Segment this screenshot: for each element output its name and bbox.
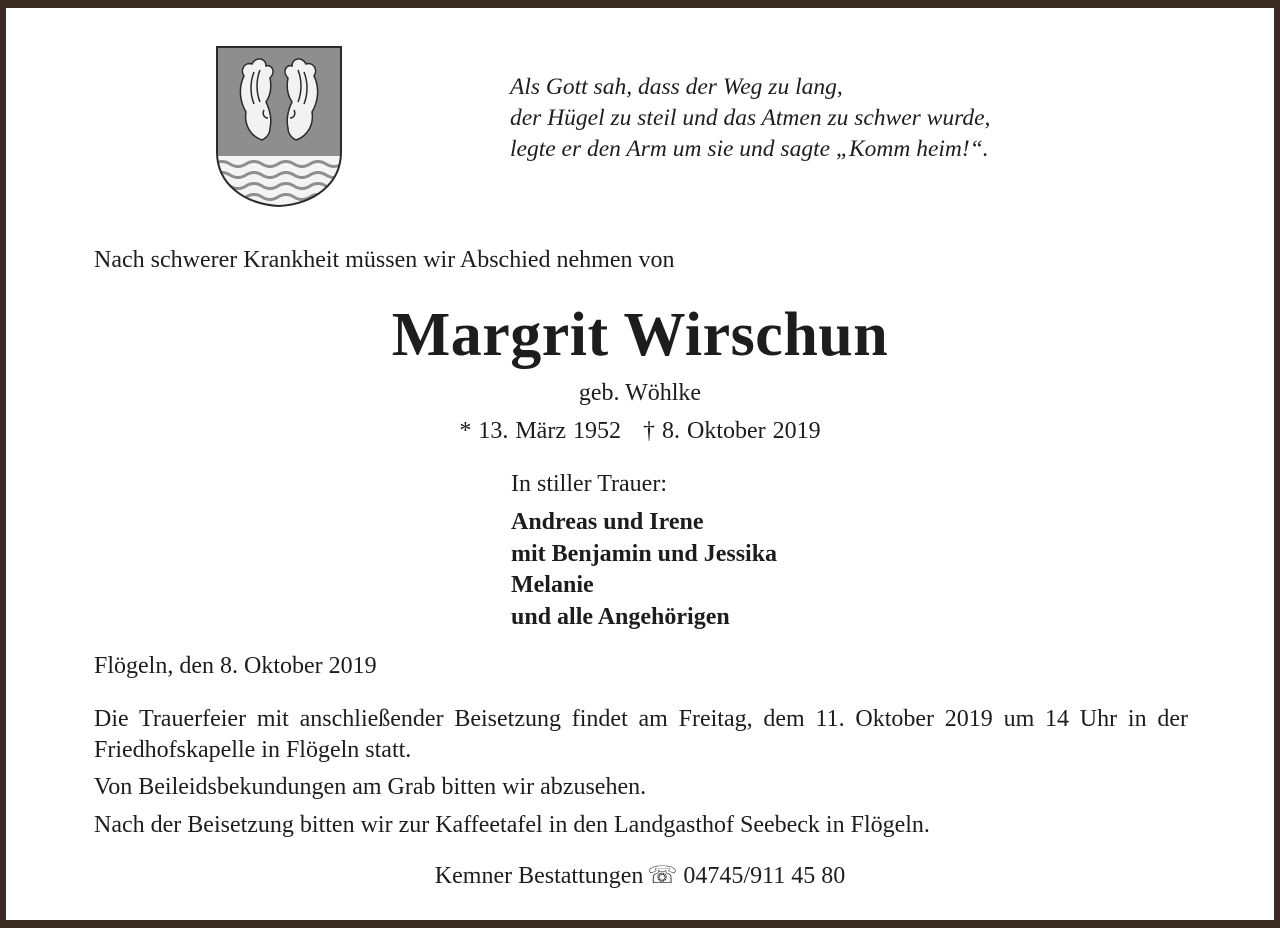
mourning-heading: In stiller Trauer: bbox=[511, 471, 667, 497]
undertaker-footer bbox=[0, 861, 1280, 890]
death-date: † 8. Oktober 2019 bbox=[642, 418, 821, 444]
place-date: Flögeln, den 8. Oktober 2019 bbox=[94, 653, 377, 679]
phone-number: 04745/911 45 80 bbox=[683, 863, 846, 889]
maiden-name: geb. Wöhlke bbox=[578, 380, 702, 406]
undertaker-name: Kemner Bestattungen bbox=[434, 863, 644, 889]
mourner-line: Melanie bbox=[511, 572, 594, 598]
telephone-icon: ☏ bbox=[647, 863, 678, 889]
coffee-notice: Nach der Beisetzung bitten wir zur Kaffeetafel in den Landgasthof Seebeck in Flögeln. bbox=[94, 812, 930, 838]
epigraph-quote bbox=[510, 72, 990, 165]
quote-line: Als Gott sah, dass der Weg zu lang, bbox=[510, 74, 843, 100]
funeral-notice: Die Trauerfeier mit anschließender Beisetzung findet am Freitag, dem 11. Oktober 2019 um 14 Uhr in der Friedhofskapelle in Flögeln statt. bbox=[94, 706, 1188, 763]
life-dates bbox=[0, 418, 1280, 445]
birth-date: * 13. März 1952 bbox=[459, 418, 621, 444]
deceased-name: Margrit Wirschun bbox=[391, 301, 889, 369]
condolence-notice: Von Beileidsbekundungen am Grab bitten wir abzusehen. bbox=[94, 774, 647, 800]
quote-line: legte er den Arm um sie und sagte „Komm heim!“. bbox=[510, 136, 989, 162]
intro-text: Nach schwerer Krankheit müssen wir Abschied nehmen von bbox=[94, 247, 675, 273]
mourner-line: mit Benjamin und Jessika bbox=[511, 540, 778, 567]
coat-of-arms-icon bbox=[214, 44, 344, 208]
mourners-list bbox=[511, 507, 777, 633]
mourner-line: und alle Angehörigen bbox=[511, 603, 730, 630]
mourner-line: Andreas und Irene bbox=[511, 509, 704, 535]
quote-line: der Hügel zu steil und das Atmen zu schwer wurde, bbox=[510, 105, 991, 131]
